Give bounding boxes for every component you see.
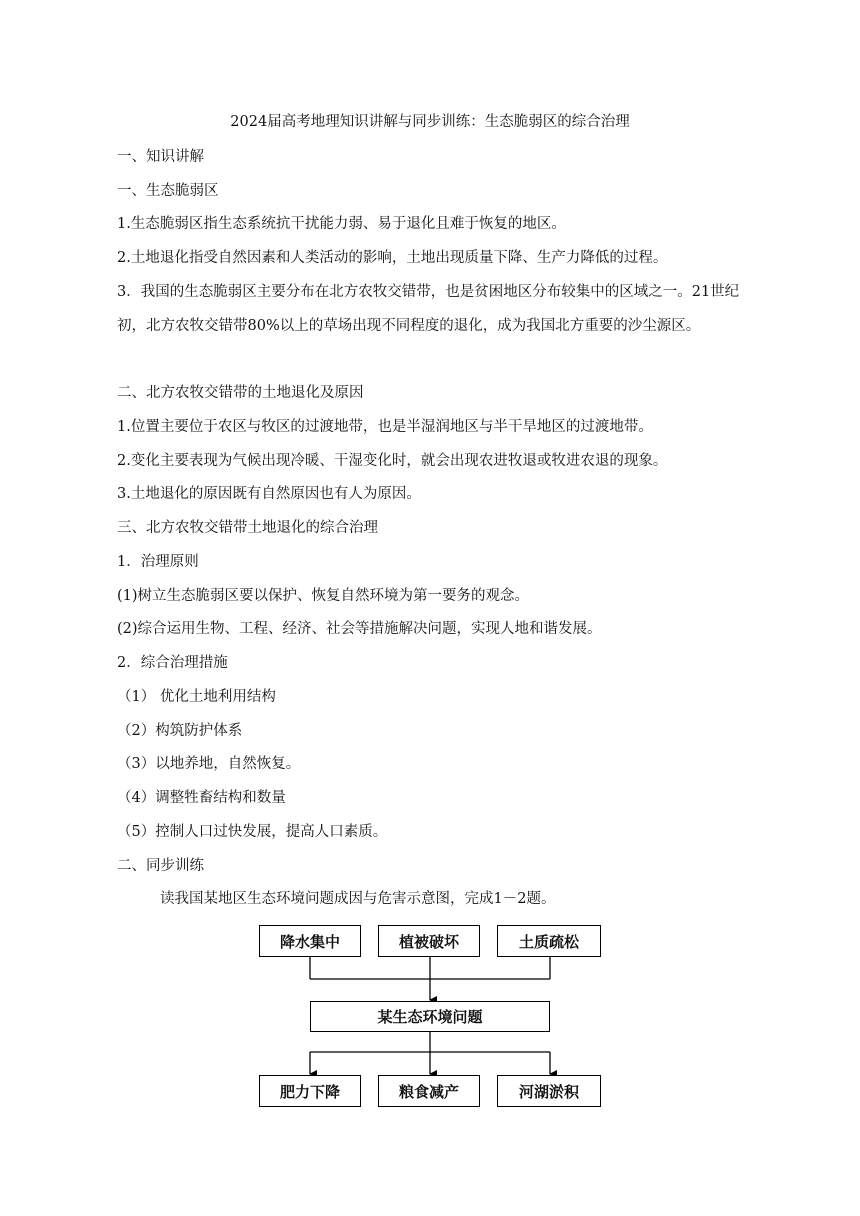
paragraph-5: 2.变化主要表现为气候出现冷暖、干湿变化时，就会出现农进牧退或牧进农退的现象。 bbox=[117, 453, 668, 469]
subheading-governance: 三、北方农牧交错带土地退化的综合治理 bbox=[117, 520, 378, 536]
measure-item-5: （5）控制人口过快发展，提高人口素质。 bbox=[117, 824, 388, 840]
cause-box-2: 植被破坏 bbox=[378, 925, 480, 957]
section-heading-practice: 二、同步训练 bbox=[117, 858, 204, 874]
measure-item-3: （3）以地养地，自然恢复。 bbox=[117, 756, 301, 772]
effect-box-3: 河湖淤积 bbox=[497, 1075, 601, 1107]
paragraph-2: 2.土地退化指受自然因素和人类活动的影响，土地出现质量下降、生产力降低的过程。 bbox=[117, 250, 668, 266]
measure-item-2: （2）构筑防护体系 bbox=[117, 723, 243, 739]
paragraph-6: 3.土地退化的原因既有自然原因也有人为原因。 bbox=[117, 486, 421, 502]
question-prompt: 读我国某地区生态环境问题成因与危害示意图，完成1－2题。 bbox=[160, 891, 556, 907]
effect-box-2: 粮食减产 bbox=[378, 1075, 480, 1107]
paragraph-4: 1.位置主要位于农区与牧区的过渡地带，也是半湿润地区与半干旱地区的过渡地带。 bbox=[117, 419, 653, 435]
section-heading-knowledge: 一、知识讲解 bbox=[117, 149, 204, 165]
paragraph-9: (2)综合运用生物、工程、经济、社会等措施解决问题，实现人地和谐发展。 bbox=[117, 621, 602, 637]
cause-box-3: 土质疏松 bbox=[497, 925, 601, 957]
cause-box-1: 降水集中 bbox=[259, 925, 361, 957]
measure-item-1: （1） 优化土地利用结构 bbox=[117, 689, 276, 705]
document-title: 2024届高考地理知识讲解与同步训练：生态脆弱区的综合治理 bbox=[230, 114, 630, 130]
paragraph-7: 1．治理原则 bbox=[117, 554, 199, 570]
paragraph-3: 3．我国的生态脆弱区主要分布在北方农牧交错带，也是贫困地区分布较集中的区域之一。21世纪初，北方农牧交错带80%以上的草场出现不同程度的退化，成为我国北方重要的沙尘源区。 bbox=[117, 284, 740, 334]
subheading-fragile-zone: 一、生态脆弱区 bbox=[117, 183, 219, 199]
paragraph-8: (1)树立生态脆弱区要以保护、恢复自然环境为第一要务的观念。 bbox=[117, 588, 530, 604]
paragraph-1: 1.生态脆弱区指生态系统抗干扰能力弱、易于退化且难于恢复的地区。 bbox=[117, 216, 566, 232]
measure-item-4: （4）调整牲畜结构和数量 bbox=[117, 790, 286, 806]
effect-box-1: 肥力下降 bbox=[259, 1075, 361, 1107]
center-problem-box: 某生态环境问题 bbox=[310, 1001, 550, 1032]
subheading-land-degradation: 二、北方农牧交错带的土地退化及原因 bbox=[117, 385, 364, 401]
paragraph-10: 2．综合治理措施 bbox=[117, 655, 228, 671]
